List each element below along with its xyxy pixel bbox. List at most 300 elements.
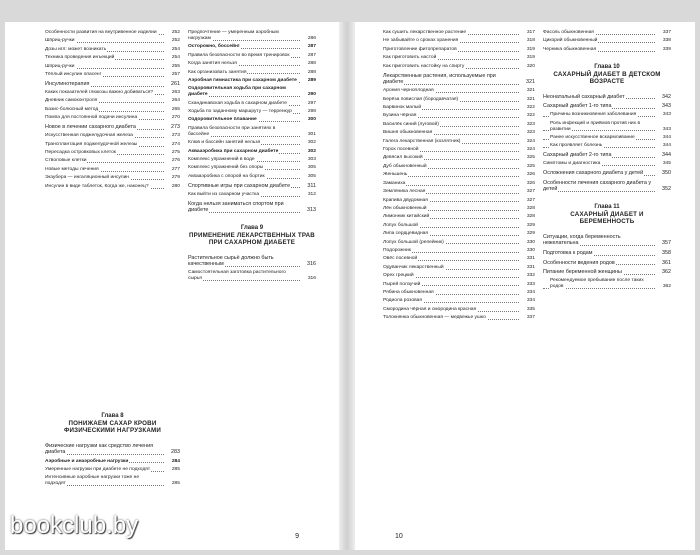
toc-entry-title: Не забывайте о сроках хранения	[383, 38, 459, 44]
toc-entry-page: 261	[171, 80, 180, 87]
toc-entry-page: 331	[526, 264, 535, 270]
toc-entry	[543, 234, 671, 247]
toc-entry-page: 318	[526, 38, 535, 44]
toc-entry	[45, 175, 180, 181]
toc-entry-title: Черника обыкновенная	[543, 46, 597, 52]
toc-entry-page: 339	[662, 46, 671, 52]
toc-entry	[45, 150, 180, 156]
toc-entry	[45, 98, 180, 104]
toc-entry-page: 252	[171, 30, 180, 35]
toc-entry-page: 290	[307, 92, 316, 98]
toc-entry	[188, 109, 316, 115]
toc-entry-title: Клюв и бассейн занятий нельзя	[188, 140, 261, 146]
toc-entry	[188, 183, 316, 190]
toc-entry-page: 331	[526, 256, 535, 262]
toc-entry	[188, 86, 316, 98]
chapter-10-heading	[543, 63, 671, 86]
toc-entry-page: 324	[526, 147, 535, 153]
toc-entry-title: Оздоровительное плавание	[188, 117, 257, 123]
toc-entry	[383, 181, 535, 187]
toc-entry-page: 317	[526, 30, 535, 35]
toc-entry	[45, 38, 180, 44]
toc-entry	[383, 189, 535, 195]
left-col-2	[188, 30, 316, 285]
toc-entry-title: Стволовые клетки	[45, 158, 87, 164]
right-col-2	[543, 30, 671, 293]
toc-entry-page: 333	[526, 281, 535, 287]
toc-entry-title: Пересадка островковых клеток	[45, 150, 116, 156]
leader-dots	[543, 191, 655, 192]
toc-entry-title: Аэробные и анаэробные нагрузки	[45, 458, 129, 464]
toc-entry-title: Аэробная гимнастика при сахарном диабете	[188, 77, 297, 83]
toc-entry	[383, 122, 535, 128]
toc-entry-title: Правила безопасности при занятиях в бассейне	[188, 125, 276, 137]
toc-entry-page: 325	[526, 163, 535, 169]
toc-entry-title: Приготовление фитопрепаратов	[383, 46, 457, 52]
toc-entry-page: 302	[307, 148, 316, 154]
toc-entry-title: Овёс посевной	[383, 256, 418, 262]
toc-entry-page: 343	[662, 103, 671, 110]
toc-entry-title: Ходьба по заданному маршруту — терренкур	[188, 109, 292, 115]
toc-entry	[188, 201, 316, 214]
toc-entry	[383, 64, 535, 70]
toc-entry	[188, 101, 316, 107]
toc-entry-title: Помпа для постоянной подачи инсулина	[45, 115, 138, 121]
toc-entry	[45, 142, 180, 148]
toc-entry-title: Каких показателей глюкозы важно добиваться?	[45, 90, 154, 96]
toc-entry-page: 357	[662, 240, 671, 247]
toc-entry-page: 298	[307, 109, 316, 115]
toc-entry	[45, 107, 180, 113]
toc-entry-title: Инсулин в виде таблеток, Когда же, наконец?	[45, 183, 149, 189]
left-page	[5, 22, 339, 550]
toc-entry-page: 330	[526, 239, 535, 245]
toc-entry	[45, 72, 180, 78]
toc-entry-title: Оздоровительная ходьба при сахарном диабете	[188, 86, 286, 98]
toc-entry	[383, 147, 535, 153]
toc-entry-title: Ранее искусственное вскармливание	[550, 134, 635, 140]
page-number: 10	[395, 533, 403, 540]
toc-entry-title: Горох посевной	[383, 147, 419, 153]
toc-entry	[188, 126, 316, 138]
toc-entry	[543, 161, 671, 167]
toc-entry-title: Вишня обыкновенная	[383, 130, 433, 136]
toc-entry	[45, 184, 180, 190]
toc-entry-page: 329	[526, 222, 535, 228]
toc-entry	[188, 117, 316, 123]
toc-entry-page: 337	[526, 315, 535, 321]
toc-entry-title: Инсулинотерапия	[45, 80, 90, 87]
toc-entry	[383, 206, 535, 212]
toc-entry-page: 319	[526, 46, 535, 52]
toc-entry	[188, 174, 316, 180]
toc-entry-page: 335	[526, 306, 535, 312]
toc-entry	[383, 273, 535, 279]
toc-entry	[543, 94, 671, 101]
toc-entry-page: 301	[307, 131, 316, 137]
toc-entry	[543, 112, 671, 118]
right-page	[355, 22, 695, 550]
toc-entry-title: Спортивные игры при сахарном диабете	[188, 182, 291, 189]
toc-entry-page: 337	[662, 30, 671, 35]
toc-entry-title: Когда занятия нельзя	[188, 61, 237, 67]
toc-entry-page: 286	[307, 35, 316, 41]
toc-entry-page: 329	[526, 231, 535, 237]
toc-entry-title: Питание беременной женщины	[543, 269, 622, 276]
toc-entry	[543, 152, 671, 159]
toc-entry-title: Дозы игл: может возникать	[45, 46, 107, 52]
toc-entry	[383, 130, 535, 136]
toc-entry-page: 361	[662, 259, 671, 266]
toc-entry-page: 332	[526, 273, 535, 279]
toc-entry-title: Когда нельзя заниматься спортом при диабете	[188, 200, 284, 214]
toc-entry-page: 312	[307, 191, 316, 197]
toc-entry-title: Скандинавская ходьба в сахарном диабете	[188, 100, 287, 106]
toc-entry-title: Особенности ведения родов	[543, 259, 615, 266]
chapter-title: САХАРНЫЙ ДИАБЕТ В ДЕТСКОМ ВОЗРАСТЕ	[553, 70, 661, 86]
toc-entry-title: Липа сердцевидная	[383, 231, 429, 237]
toc-entry-title: Одуванчик лекарственный	[383, 264, 444, 270]
toc-entry-page: 342	[662, 93, 671, 100]
toc-entry-title: Бузина чёрная	[383, 113, 417, 119]
toc-entry-page: 362	[662, 269, 671, 276]
toc-entry-page: 280	[171, 183, 180, 189]
toc-entry-title: Аквааэробика при сахарном диабете	[188, 148, 279, 154]
toc-entry-title: Базис-болюсный метод	[45, 106, 99, 112]
toc-entry-page: 285	[171, 481, 180, 487]
toc-entry	[383, 55, 535, 61]
toc-entry	[383, 155, 535, 161]
toc-entry-page: 300	[307, 117, 316, 123]
toc-entry-page: 273	[171, 133, 180, 139]
toc-entry	[45, 459, 180, 465]
watermark-text: bookclub.by	[10, 512, 139, 539]
toc-entry	[188, 255, 316, 268]
toc-entry-title: Как выйти из сахарном участка	[188, 191, 260, 197]
toc-entry-title: Правила безопасности во время тренировок	[188, 52, 290, 58]
toc-entry-title: Неонатальный сахарный диабет	[543, 93, 625, 100]
toc-entry-page: 277	[171, 166, 180, 172]
toc-entry-title: Лён обыкновенный	[383, 205, 427, 211]
toc-entry-page: 316	[307, 261, 316, 268]
toc-entry	[543, 47, 671, 53]
toc-entry	[45, 30, 180, 36]
toc-entry-title: Шприц-ручки	[45, 38, 75, 44]
toc-entry-title: Цикорий обыкновенный	[543, 38, 598, 44]
toc-entry-title: Техника проведения инъекций	[45, 55, 115, 61]
toc-entry-page: 288	[307, 61, 316, 67]
chapter-title: ПОНИЖАЕМ САХАР КРОВИ ФИЗИЧЕСКИМИ НАГРУЗКАМИ	[63, 420, 161, 435]
toc-entry	[45, 55, 180, 61]
toc-entry-title: Берёза повислая (бородавчатая)	[383, 96, 459, 102]
toc-entry-page: 284	[171, 458, 180, 464]
toc-entry	[543, 260, 671, 267]
toc-entry	[188, 140, 316, 146]
toc-entry-page: 352	[662, 186, 671, 193]
toc-entry	[543, 30, 671, 36]
toc-entry-page: 316	[307, 276, 316, 282]
toc-entry	[45, 133, 180, 139]
toc-entry	[383, 139, 535, 145]
toc-entry	[188, 165, 316, 171]
toc-entry	[45, 467, 180, 473]
book-spine	[339, 22, 355, 550]
toc-entry	[188, 270, 316, 282]
toc-entry	[383, 198, 535, 204]
toc-entry-title: Толокнянка обыкновенная — медвежье ушко	[383, 315, 486, 321]
toc-entry-title: Василёк синий (луговой)	[383, 121, 439, 127]
toc-entry-page: 334	[526, 298, 535, 304]
toc-entry-title: Искусственная поджелудочная железа	[45, 133, 133, 139]
toc-entry	[45, 475, 180, 487]
toc-entry-title: Как приготовить настойку на спирту	[383, 63, 465, 69]
toc-entry	[383, 223, 535, 229]
page-number: 9	[295, 533, 299, 540]
toc-entry-title: Новое в лечении сахарного диабета	[45, 124, 136, 131]
toc-entry-page: 321	[526, 96, 535, 102]
toc-entry-title: Предпочтение — умеренным аэробным нагрузкам	[188, 30, 279, 41]
toc-entry	[543, 38, 671, 44]
toc-entry-title: Причины возникновения заболевания	[550, 112, 637, 118]
chapter-number: Глава 10	[594, 63, 620, 70]
toc-entry-title: Роль инфекций и приёмов против них в развитии	[550, 120, 641, 132]
toc-entry-page: 313	[307, 207, 316, 214]
toc-entry-title: Сахарный диабет 2-го типа	[543, 152, 612, 159]
toc-entry-page: 287	[307, 52, 316, 58]
toc-entry-title: Как организовать занятия	[188, 69, 247, 75]
toc-entry-page: 344	[662, 134, 671, 140]
toc-entry-page: 305	[307, 173, 316, 179]
toc-entry-title: Особенности лечения сахарного диабета у детей	[543, 179, 652, 193]
toc-entry	[383, 315, 535, 321]
toc-entry	[383, 105, 535, 111]
toc-entry-page: 252	[171, 38, 180, 44]
toc-entry	[383, 248, 535, 254]
toc-entry-page: 279	[171, 175, 180, 181]
toc-entry-title: Лопух большой	[383, 222, 419, 228]
leader-dots	[188, 280, 300, 281]
toc-entry-page: 326	[526, 172, 535, 178]
toc-entry-title: Сахарный диабет 1-го типа	[543, 103, 612, 110]
toc-entry-title: Лимонник китайский	[383, 214, 430, 220]
toc-entry	[383, 172, 535, 178]
toc-entry-page: 305	[307, 165, 316, 171]
toc-entry-title: Осложнения сахарного диабета у детей	[543, 170, 644, 177]
toc-entry-page: 302	[307, 140, 316, 146]
toc-entry-title: Особенности развития на внутривенное изделии	[45, 30, 157, 35]
chapter-8-heading	[45, 412, 180, 435]
toc-entry-title: Земляника лесная	[383, 189, 426, 195]
toc-entry-title: Как сушить лекарственное растение	[383, 30, 467, 35]
toc-entry	[543, 143, 671, 149]
toc-entry-title: Физические нагрузки как средство лечения диабета	[45, 442, 154, 456]
toc-entry	[383, 240, 535, 246]
toc-entry-title: Ситуации, когда беременность нежелательна	[543, 233, 621, 247]
toc-entry	[383, 256, 535, 262]
toc-entry-page: 328	[526, 205, 535, 211]
toc-entry-title: Симптомы и диагностика	[543, 161, 601, 167]
toc-entry-title: Интенсивные аэробные нагрузки тоже не подходят	[45, 475, 140, 487]
toc-entry-title: Как проявляет болезнь	[550, 143, 603, 149]
toc-entry	[188, 149, 316, 155]
toc-entry-page: 324	[526, 138, 535, 144]
toc-entry-page: 344	[662, 143, 671, 149]
toc-entry	[45, 124, 180, 131]
toc-entry-page: 323	[526, 121, 535, 127]
toc-entry-title: Новые методы лечения	[45, 166, 99, 172]
toc-entry	[383, 290, 535, 296]
toc-entry-page: 326	[526, 180, 535, 186]
toc-entry	[383, 231, 535, 237]
toc-entry	[543, 121, 671, 133]
toc-entry-page: 275	[171, 150, 180, 156]
toc-entry	[543, 278, 671, 290]
toc-entry-title: Орех грецкий	[383, 273, 414, 279]
toc-entry-title: Женьшень	[383, 172, 408, 178]
toc-entry-title: Умеренные нагрузки при диабете не подходят	[45, 466, 151, 472]
toc-entry	[188, 61, 316, 67]
toc-entry	[383, 282, 535, 288]
toc-entry-title: Аквааэробика с опорой на бортик	[188, 173, 265, 179]
toc-entry-title: Как приготовить настой	[383, 55, 437, 61]
toc-entry-page: 270	[171, 115, 180, 121]
toc-entry-page: 254	[171, 46, 180, 52]
toc-entry-page: 257	[171, 72, 180, 78]
toc-entry	[45, 167, 180, 173]
toc-entry	[383, 73, 535, 86]
toc-entry-page: 322	[526, 105, 535, 111]
toc-entry-title: Трансплантация поджелудочной железы	[45, 141, 138, 147]
toc-entry	[383, 307, 535, 313]
chapter-9-heading	[188, 224, 316, 247]
toc-entry-page: 311	[307, 182, 316, 189]
toc-entry	[543, 103, 671, 110]
toc-entry-title: Галега лекарственная (козлятник)	[383, 138, 461, 144]
toc-entry-title: Шприц-ручки	[45, 63, 75, 69]
toc-entry-title: Родиола розовая	[383, 298, 422, 304]
toc-entry	[188, 70, 316, 76]
toc-entry-page: 344	[662, 152, 671, 159]
toc-entry	[188, 44, 316, 50]
toc-entry-page: 330	[526, 247, 535, 253]
chapter-11-heading	[543, 203, 671, 226]
toc-entry-title: Арония черноплодная	[383, 88, 434, 94]
toc-entry-page: 289	[307, 77, 316, 83]
toc-entry	[383, 38, 535, 44]
toc-entry-title: Комплекс упражнений без опоры	[188, 165, 264, 171]
toc-entry-page: 362	[662, 284, 671, 290]
toc-entry-page: 328	[526, 214, 535, 220]
toc-entry-page: 288	[307, 69, 316, 75]
toc-entry-page: 325	[526, 155, 535, 161]
toc-entry	[45, 158, 180, 164]
toc-entry-page: 334	[526, 289, 535, 295]
toc-entry-page: 323	[526, 130, 535, 136]
toc-entry-title: Барвинок малый	[383, 105, 422, 111]
toc-entry	[188, 78, 316, 84]
toc-entry-title: Рекомендуемое пребывание после таких родов	[550, 278, 644, 290]
toc-entry-page: 321	[526, 88, 535, 94]
toc-entry-title: Тёплый инсулин опасен!	[45, 72, 101, 78]
toc-entry-title: Смородина чёрная и смородина красная	[383, 306, 477, 312]
toc-entry-title: Осторожно, боссейн!	[188, 44, 240, 50]
toc-entry-title: Девясил высокий	[383, 155, 423, 161]
toc-entry-page: 264	[171, 98, 180, 104]
toc-entry	[383, 88, 535, 94]
toc-entry-title: Крапива двудомная	[383, 197, 428, 203]
right-col-1	[383, 30, 535, 324]
toc-entry-title: Дуб обыкновенный	[383, 163, 427, 169]
toc-entry-page: 255	[171, 63, 180, 69]
toc-entry	[188, 53, 316, 59]
toc-entry	[383, 113, 535, 119]
toc-entry-title: Экзубера — ингаляционный инсулин	[45, 175, 130, 181]
chapter-number: Глава 9	[240, 224, 264, 231]
toc-entry	[45, 90, 180, 96]
toc-entry-title: Заманиха	[383, 180, 406, 186]
toc-entry	[188, 192, 316, 198]
toc-entry-title: Подорожник	[383, 247, 411, 253]
toc-entry-title: Растительное сырьё должно быть качественным	[188, 254, 274, 268]
left-col-1	[45, 30, 180, 192]
toc-entry	[383, 30, 535, 36]
toc-entry-title: Фасоль обыкновенная	[543, 30, 594, 35]
toc-entry	[383, 47, 535, 53]
toc-entry	[543, 170, 671, 177]
toc-entry-page: 320	[526, 63, 535, 69]
toc-entry-page: 263	[171, 90, 180, 96]
toc-entry-page: 274	[171, 141, 180, 147]
toc-entry-page: 327	[526, 189, 535, 195]
toc-entry-page: 319	[526, 55, 535, 61]
toc-entry-title: Лекарственные растения, используемые при диабете	[383, 72, 496, 86]
toc-entry-page: 343	[662, 126, 671, 132]
toc-entry	[383, 97, 535, 103]
toc-entry	[383, 164, 535, 170]
chapter-title: ПРИМЕНЕНИЕ ЛЕКАРСТВЕННЫХ ТРАВ ПРИ САХАРНОМ ДИАБЕТЕ	[189, 231, 315, 247]
toc-entry-page: 343	[662, 112, 671, 118]
toc-entry-title: Дневник самоконтроля	[45, 98, 98, 104]
toc-entry-page: 285	[171, 466, 180, 472]
toc-entry-page: 273	[171, 124, 180, 131]
toc-entry-page: 327	[526, 197, 535, 203]
toc-entry	[45, 115, 180, 121]
chapter-title: САХАРНЫЙ ДИАБЕТ И БЕРЕМЕННОСТЬ	[570, 211, 644, 226]
toc-entry-page: 338	[662, 38, 671, 44]
left-col-1-lower	[45, 402, 180, 490]
toc-entry	[383, 265, 535, 271]
toc-entry-page: 297	[307, 100, 316, 106]
toc-entry-page: 287	[307, 44, 316, 50]
toc-entry	[188, 30, 316, 42]
toc-entry	[543, 180, 671, 193]
toc-entry-page: 303	[307, 157, 316, 162]
toc-entry	[383, 298, 535, 304]
toc-entry	[383, 214, 535, 220]
toc-entry-page: 345	[662, 161, 671, 167]
chapter-number: Глава 8	[101, 413, 124, 419]
toc-entry-title: Лопух большой (репейник)	[383, 239, 444, 245]
toc-entry	[543, 135, 671, 141]
toc-entry-page: 322	[526, 113, 535, 119]
toc-entry-page: 254	[171, 55, 180, 61]
toc-entry-page: 265	[171, 106, 180, 112]
toc-entry-title: Рябина обыкновенная	[383, 289, 434, 295]
toc-entry	[45, 443, 180, 456]
toc-entry-page: 276	[171, 158, 180, 164]
toc-entry-page: 358	[662, 250, 671, 257]
chapter-number: Глава 11	[594, 204, 620, 211]
